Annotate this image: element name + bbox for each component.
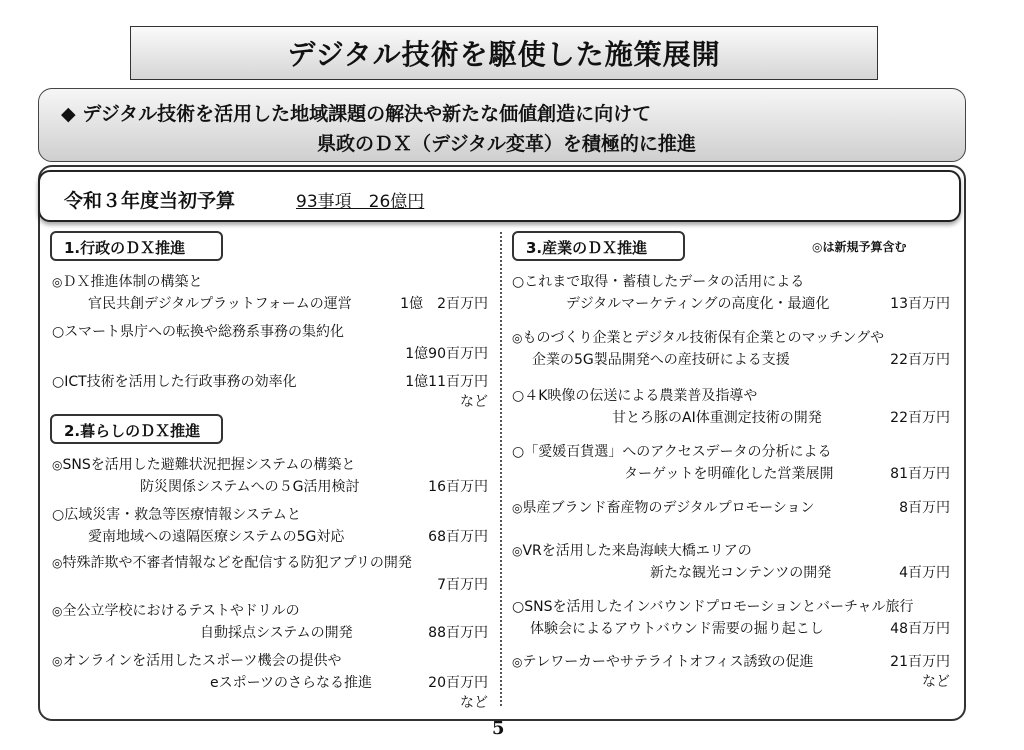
- page-title: [130, 26, 878, 80]
- industry-item-3-line-2: 甘とろ豚のAI体重測定技術の開発: [612, 410, 822, 426]
- life-item-2-line-2: 愛南地域への遠隔医療システムの5G対応: [88, 529, 345, 545]
- circle-mark-icon: ○: [512, 444, 525, 460]
- life-item-4: [52, 601, 492, 643]
- life-item-3-line-1: 特殊詐欺や不審者情報などを配信する防犯アプリの開発: [62, 555, 412, 571]
- circle-mark-icon: ○: [512, 599, 525, 615]
- life-item-1-line-1: SNSを活用した避難状況把握システムの構築と: [62, 457, 356, 473]
- industry-item-8-line-1: テレワーカーやサテライトオフィス誘致の促進: [522, 654, 814, 670]
- industry-item-3-line-1: ４K映像の伝送による農業普及指導や: [524, 388, 758, 404]
- life-item-1-line-2: 防災関係システムへの５G活用検討: [140, 479, 360, 495]
- section-gov-title: 1.行政のＤＸ推進: [50, 231, 223, 261]
- industry-item-5-amount: 8百万円: [899, 500, 950, 516]
- new-mark-icon: ◎: [52, 458, 63, 472]
- diamond-bullet-icon: ◆: [61, 103, 76, 125]
- life-item-5-amount: 20百万円: [428, 675, 488, 691]
- industry-item-7: [512, 597, 954, 639]
- page-title-text: デジタル技術を駆使した施策展開: [287, 38, 721, 71]
- new-mark-icon: ◎: [52, 654, 63, 668]
- gov-item-1-line-2: 官民共創デジタルプラットフォームの運営: [88, 296, 352, 312]
- circle-mark-icon: ○: [52, 507, 65, 523]
- new-mark-icon: ◎: [52, 604, 63, 618]
- industry-item-8: [512, 652, 954, 694]
- circle-mark-icon: ○: [52, 324, 65, 340]
- circle-mark-icon: ○: [52, 374, 65, 390]
- industry-item-6-amount: 4百万円: [899, 565, 950, 581]
- new-mark-icon: ◎: [52, 275, 63, 289]
- gov-item-3-amount: 1億11百万円: [405, 374, 488, 390]
- new-mark-icon: ◎: [52, 556, 63, 570]
- life-item-1: [52, 455, 492, 497]
- new-mark-icon: ◎: [512, 501, 523, 515]
- industry-etc: など: [922, 674, 950, 690]
- section-life-title: 2.暮らしのＤＸ推進: [50, 414, 223, 444]
- budget-label: 令和３年度当初予算: [64, 190, 236, 212]
- industry-item-4: [512, 442, 954, 484]
- circle-mark-icon: ○: [512, 274, 525, 290]
- industry-item-6-line-1: VRを活用した来島海峡大橋エリアの: [522, 543, 752, 559]
- industry-item-7-amount: 48百万円: [890, 621, 950, 637]
- industry-item-1: [512, 272, 954, 314]
- section-industry-title: 3.産業のＤＸ推進: [512, 231, 685, 261]
- gov-item-2-amount: 1億90百万円: [405, 346, 488, 362]
- life-etc: など: [460, 695, 488, 711]
- circle-mark-icon: ○: [512, 388, 525, 404]
- gov-item-2-line-1: スマート県庁への転換や総務系事務の集約化: [64, 324, 344, 340]
- life-item-3-amount: 7百万円: [437, 577, 488, 593]
- intro-line-1-text: デジタル技術を活用した地域課題の解決や新たな価値創造に向けて: [82, 103, 652, 125]
- life-item-4-amount: 88百万円: [428, 625, 488, 641]
- life-item-5-line-2: eスポーツのさらなる推進: [210, 675, 373, 691]
- new-mark-icon: ◎: [512, 331, 523, 345]
- industry-item-8-amount: 21百万円: [890, 654, 950, 670]
- life-item-4-line-2: 自動採点システムの開発: [200, 625, 353, 641]
- industry-item-7-line-1: SNSを活用したインバウンドプロモーションとバーチャル旅行: [524, 599, 914, 615]
- intro-banner: [38, 88, 966, 162]
- intro-line-1: [61, 99, 651, 126]
- industry-item-5-line-1: 県産ブランド畜産物のデジタルプロモーション: [522, 500, 815, 516]
- industry-item-1-line-1: これまで取得・蓄積したデータの活用による: [524, 274, 805, 290]
- industry-item-6-line-2: 新たな観光コンテンツの開発: [650, 565, 832, 581]
- industry-item-2-line-1: ものづくり企業とデジタル技術保有企業とのマッチングや: [522, 330, 885, 346]
- industry-item-3-amount: 22百万円: [890, 410, 950, 426]
- gov-etc: など: [460, 394, 488, 410]
- industry-item-2-amount: 22百万円: [890, 352, 950, 368]
- industry-item-1-line-2: デジタルマーケティングの高度化・最適化: [566, 296, 830, 312]
- gov-item-1-amount: 1億 2百万円: [400, 296, 488, 312]
- gov-item-1: [52, 272, 492, 314]
- column-divider: [500, 232, 502, 706]
- life-item-1-amount: 16百万円: [428, 479, 488, 495]
- gov-item-1-line-1: ＤＸ推進体制の構築と: [62, 274, 203, 290]
- life-item-2: [52, 505, 492, 547]
- budget-header: [38, 170, 961, 222]
- life-item-2-amount: 68百万円: [428, 529, 488, 545]
- gov-item-2: [52, 322, 492, 364]
- industry-item-5: [512, 498, 954, 520]
- life-item-4-line-1: 全公立学校におけるテストやドリルの: [62, 603, 300, 619]
- industry-item-4-line-1: 「愛媛百貨選」へのアクセスデータの分析による: [524, 444, 832, 460]
- intro-line-2: 県政のＤＸ（デジタル変革）を積極的に推進: [317, 133, 696, 155]
- industry-item-7-line-2: 体験会によるアウトバウンド需要の掘り起こし: [530, 621, 824, 637]
- industry-item-3: [512, 386, 954, 428]
- life-item-3: [52, 553, 492, 595]
- new-mark-icon: ◎: [512, 655, 523, 669]
- gov-item-3-line-1: ICT技術を活用した行政事務の効率化: [64, 374, 297, 390]
- new-mark-icon: ◎: [512, 544, 523, 558]
- industry-item-4-amount: 81百万円: [890, 466, 950, 482]
- life-item-5-line-1: オンラインを活用したスポーツ機会の提供や: [62, 653, 342, 669]
- life-item-5: [52, 651, 492, 713]
- industry-item-2: [512, 328, 954, 370]
- new-budget-note: ◎は新規予算含む: [812, 240, 907, 254]
- industry-item-4-line-2: ターゲットを明確化した営業展開: [624, 466, 834, 482]
- page-number: 5: [492, 718, 505, 739]
- gov-item-3: [52, 372, 492, 414]
- life-item-2-line-1: 広域災害・救急等医療情報システムと: [64, 507, 301, 523]
- industry-item-1-amount: 13百万円: [890, 296, 950, 312]
- budget-amount: 93事項 26億円: [296, 192, 425, 212]
- industry-item-2-line-2: 企業の5G製品開発への産技研による支援: [532, 352, 790, 368]
- industry-item-6: [512, 541, 954, 583]
